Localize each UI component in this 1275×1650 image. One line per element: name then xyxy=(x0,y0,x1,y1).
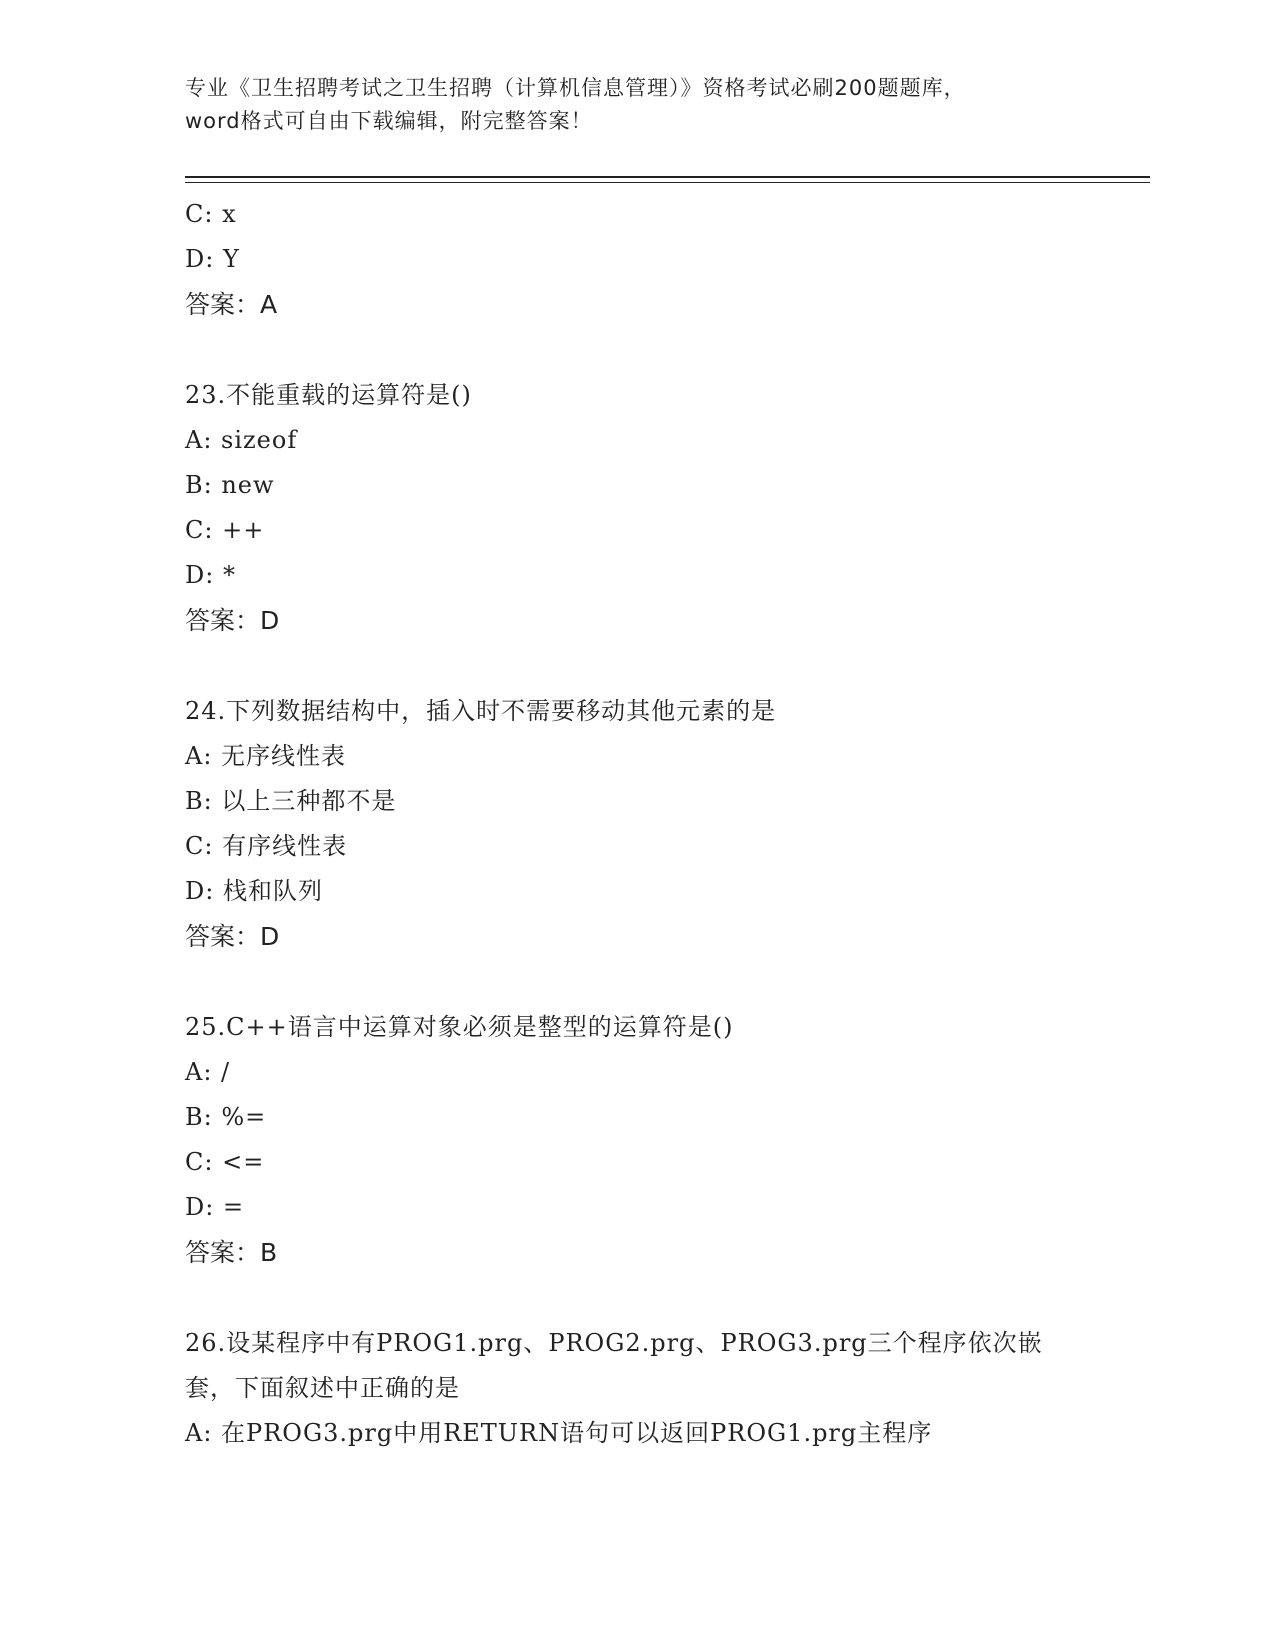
q25-stem: 25.C++语言中运算对象必须是整型的运算符是() xyxy=(185,1013,734,1041)
q25-option-c: C: <= xyxy=(185,1148,265,1176)
q24-stem: 24.下列数据结构中，插入时不需要移动其他元素的是 xyxy=(185,697,777,725)
question-list xyxy=(185,192,1085,1456)
q24-option-d: D: 栈和队列 xyxy=(185,877,323,905)
header-line-1: 专业《卫生招聘考试之卫生招聘（计算机信息管理）》资格考试必刷200题题库， xyxy=(185,76,966,100)
q25-answer: 答案：B xyxy=(185,1238,278,1267)
q24-answer: 答案：D xyxy=(185,922,280,951)
q22-answer: 答案：A xyxy=(185,290,278,319)
q23-stem: 23.不能重载的运算符是() xyxy=(185,381,472,409)
q25-option-a: A: / xyxy=(185,1058,231,1086)
header-line-2: word格式可自由下载编辑，附完整答案！ xyxy=(185,109,593,133)
q23-option-b: B: new xyxy=(185,471,275,499)
q25-option-b: B: %= xyxy=(185,1103,267,1131)
header-divider-thick xyxy=(185,176,1150,178)
q22-option-c: C: x xyxy=(185,200,237,228)
q25-option-d: D: = xyxy=(185,1193,245,1221)
q23-answer: 答案：D xyxy=(185,606,280,635)
q26-option-a: A: 在PROG3.prg中用RETURN语句可以返回PROG1.prg主程序 xyxy=(185,1419,933,1447)
q24-option-b: B: 以上三种都不是 xyxy=(185,787,397,815)
header-divider-thin xyxy=(185,182,1150,183)
q24-option-a: A: 无序线性表 xyxy=(185,742,347,770)
q24-option-c: C: 有序线性表 xyxy=(185,832,348,860)
q23-option-c: C: ++ xyxy=(185,516,265,544)
q26-stem-line-1: 26.设某程序中有PROG1.prg、PROG2.prg、PROG3.prg三个程序依次嵌 xyxy=(185,1329,1043,1357)
q26-stem-line-2: 套，下面叙述中正确的是 xyxy=(185,1374,460,1402)
q22-option-d: D: Y xyxy=(185,245,240,273)
q23-option-d: D: * xyxy=(185,561,236,589)
document-header xyxy=(185,72,1085,138)
q23-option-a: A: sizeof xyxy=(185,426,298,454)
